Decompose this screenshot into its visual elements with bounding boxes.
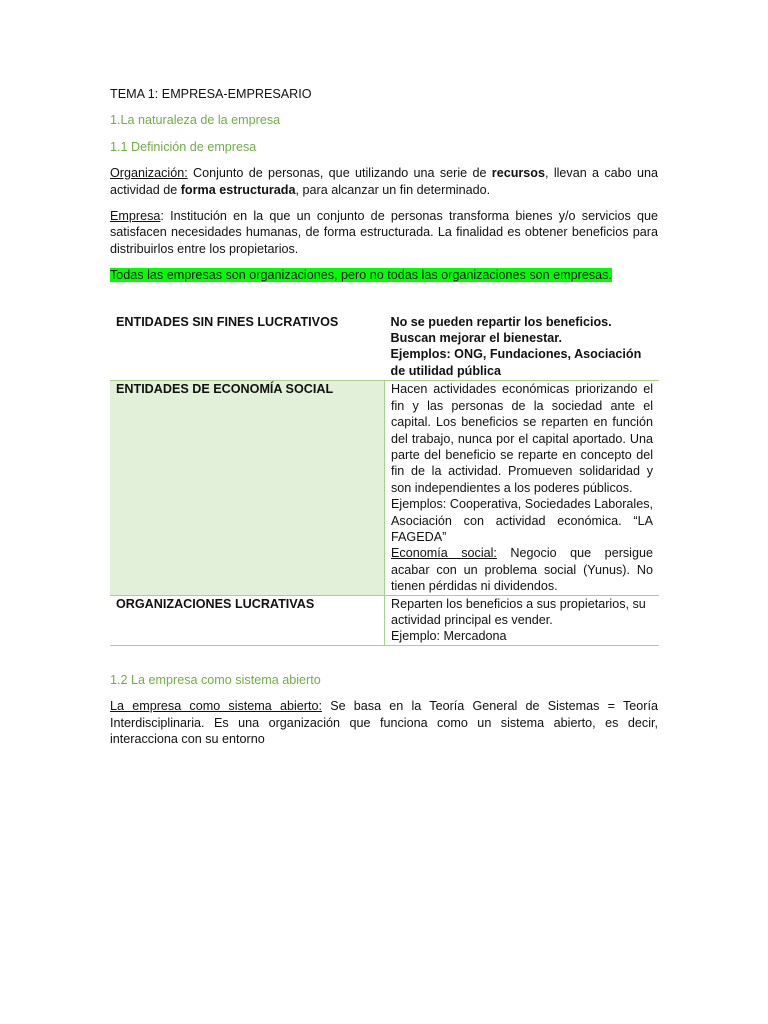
entities-table xyxy=(110,314,659,646)
organizacion-bold-2: forma estructurada xyxy=(180,182,296,197)
sistema-text: Se basa en la Teoría General de Sistemas = Teoría Interdisciplinaria. Es una organización que funciona como un sistema abierto, es decir, interacciona con su entorno xyxy=(110,699,659,746)
table-row-description xyxy=(385,381,660,595)
table-row-label: ORGANIZACIONES LUCRATIVAS xyxy=(110,595,385,645)
highlighted-statement: Todas las empresas son organizaciones, pero no todas las organizaciones son empresas. xyxy=(110,268,612,283)
table-row-label: ENTIDADES DE ECONOMÍA SOCIAL xyxy=(110,381,385,595)
section-heading-1-1: 1.1 Definición de empresa xyxy=(110,139,257,154)
economia-social-text: Negocio que persigue acabar con un problema social (Yunus). No tienen pérdidas ni dividendos. xyxy=(391,546,653,594)
description-line: Ejemplos: Cooperativa, Sociedades Laborales, Asociación con actividad económica. “LA FAGEDA” xyxy=(391,497,653,544)
description-line xyxy=(391,545,653,594)
table-row-description xyxy=(385,595,660,645)
empresa-text: : Institución en la que un conjunto de personas transforma bienes y/o servicios que satisfacen necesidades humanas, de forma estructurada. La finalidad es obtener beneficios para distribuirlos entre los propietarios. xyxy=(110,209,658,256)
section-heading-1-2: 1.2 La empresa como sistema abierto xyxy=(110,672,321,687)
description-line: No se pueden repartir los beneficios. Buscan mejorar el bienestar. xyxy=(390,314,612,346)
table-row xyxy=(110,595,659,645)
topic-title: TEMA 1: EMPRESA-EMPRESARIO xyxy=(110,87,312,101)
highlight-paragraph xyxy=(110,267,658,283)
description-line: Ejemplo: Mercadona xyxy=(391,629,507,644)
organizacion-term: Organización: xyxy=(110,166,188,181)
table-row-label: ENTIDADES SIN FINES LUCRATIVOS xyxy=(110,314,385,381)
description-line: Reparten los beneficios a sus propietarios, su actividad principal es vender. xyxy=(391,596,646,627)
empresa-term: Empresa xyxy=(110,209,161,224)
empresa-paragraph xyxy=(110,208,658,257)
description-line: Hacen actividades económicas priorizando el fin y las personas de la sociedad ante el capital. Los beneficios se reparten en función del trabajo, nunca por el capital aportado. Una parte del beneficio se reparte en concepto del fin de la actividad. Promueven solidaridad y son independientes a los poderes públicos. xyxy=(391,382,653,495)
sistema-paragraph xyxy=(110,698,658,747)
organizacion-bold-1: recursos xyxy=(491,166,546,181)
table-row-description xyxy=(385,314,660,381)
organizacion-text-3: , para alcanzar un fin determinado. xyxy=(295,182,491,197)
organizacion-text-2: , llevan a cabo una actividad de xyxy=(110,166,658,197)
economia-social-term: Economía social: xyxy=(391,546,497,561)
sistema-term: La empresa como sistema abierto: xyxy=(110,699,322,714)
table-row xyxy=(110,314,659,381)
description-line: Ejemplos: ONG, Fundaciones, Asociación de utilidad pública xyxy=(390,347,642,378)
table-row xyxy=(110,381,659,595)
organizacion-paragraph xyxy=(110,165,658,198)
organizacion-text-1: Conjunto de personas, que utilizando una serie de xyxy=(187,166,492,181)
section-heading-1: 1.La naturaleza de la empresa xyxy=(110,113,281,128)
